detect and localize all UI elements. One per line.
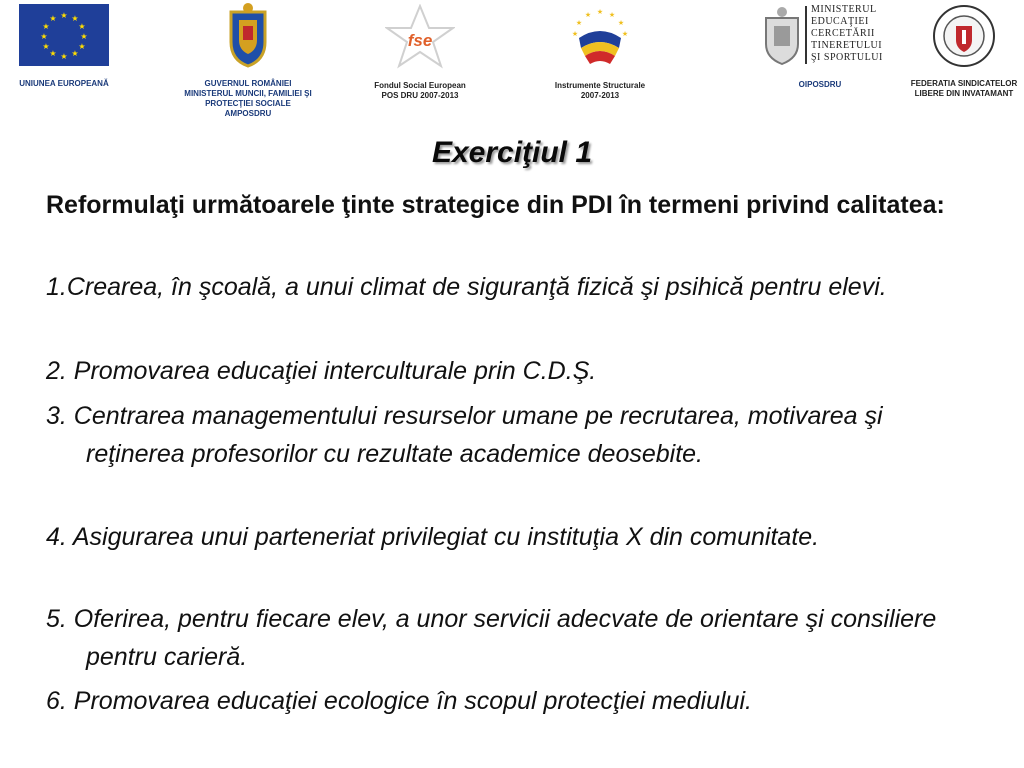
svg-text:★: ★ [60,11,68,20]
instrumente-structurale-logo [540,4,660,101]
target-item-4: 4. Asigurarea unui parteneriat privilegiat cu instituţia X din comunitate. [46,523,820,551]
svg-text:★: ★ [621,30,629,38]
eu-flag-icon [19,4,109,66]
svg-text:★: ★ [575,19,583,27]
target-item-5: 5. Oferirea, pentru fiecare elev, a unor servicii adecvate de orientare şi consiliere pentru carieră. [46,605,937,671]
svg-text:★: ★ [608,11,616,19]
svg-text:★: ★ [571,30,579,38]
logo-bar [0,0,1024,125]
oiposdru-caption: OIPOSDRU [798,80,842,89]
fse-star-icon [385,4,455,70]
svg-text:★: ★ [80,32,88,41]
svg-text:★: ★ [42,42,50,51]
target-item-3: 3. Centrarea managementului resurselor umane pe recrutarea, motivarea şi reţinerea profesorilor cu rezultate academice deosebite. [46,402,883,468]
fse-mark: fse [407,31,433,50]
svg-text:★: ★ [42,22,50,31]
svg-text:★: ★ [584,11,592,19]
oiposdru-logo [756,2,884,89]
coat-of-arms-icon [223,2,273,68]
fse-caption: Fondul Social European POS DRU 2007-2013 [374,81,466,100]
fse-logo [360,4,480,101]
ministry-crest-icon [760,4,804,66]
target-item-1: 1.Crearea, în şcoală, a unui climat de siguranţă fizică şi psihică pentru elevi. [46,273,887,301]
svg-text:★: ★ [49,14,57,23]
fsli-caption: FEDERATIA SINDICATELOR LIBERE DIN INVATAMANT [910,79,1018,98]
exercise-instruction: Reformulaţi următoarele ţinte strategice din PDI în termeni privind calitatea: [46,191,945,219]
structural-instruments-icon [565,4,635,70]
svg-text:★: ★ [78,22,86,31]
government-caption: GUVERNUL ROMÂNIEI MINISTERUL MUNCII, FAMILIEI ŞI PROTECŢIEI SOCIALE AMPOSDRU [184,79,312,118]
svg-text:★: ★ [40,32,48,41]
target-item-2: 2. Promovarea educaţiei interculturale prin C.D.Ş. [46,357,597,385]
eu-logo [8,4,120,89]
svg-text:★: ★ [49,49,57,58]
svg-text:★: ★ [71,14,79,23]
eu-caption: UNIUNEA EUROPEANĂ [19,79,109,88]
ministry-name: MINISTERUL EDUCAŢIEI CERCETĂRII TINERETULUI ŞI SPORTULUI [811,4,883,63]
svg-text:★: ★ [78,42,86,51]
svg-text:★: ★ [596,8,604,16]
fsli-logo [908,4,1020,99]
fsli-seal-icon [932,4,996,68]
instrumente-structurale-caption: Instrumente Structurale 2007-2013 [554,81,646,100]
slide-title: Exerciţiul 1 [431,136,593,169]
government-logo [168,2,328,119]
ministry-divider [805,6,807,64]
target-item-6: 6. Promovarea educaţiei ecologice în scopul protecţiei mediului. [46,687,752,715]
svg-text:★: ★ [71,49,79,58]
svg-text:★: ★ [60,52,68,61]
svg-text:★: ★ [617,19,625,27]
